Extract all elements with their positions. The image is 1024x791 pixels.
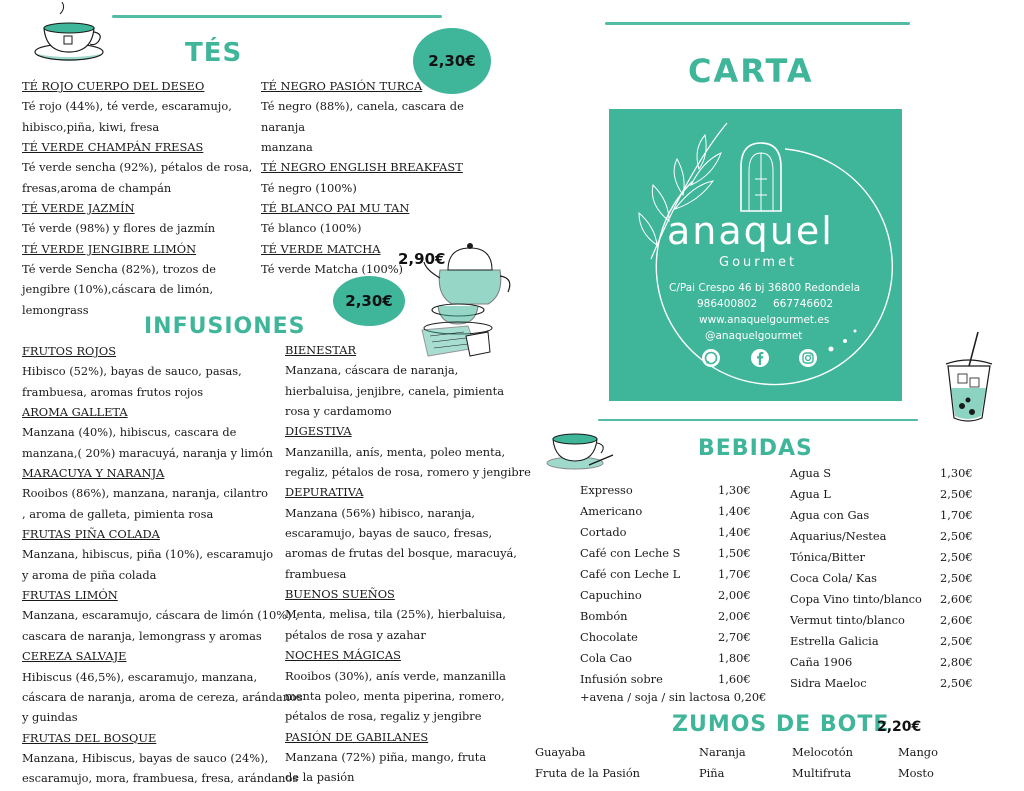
item-title: DIGESTIVA — [285, 424, 352, 439]
item-description: frambuesa, aromas frutos rojos — [22, 384, 204, 399]
item-title: TÉ NEGRO PASIÓN TURCA — [261, 79, 423, 93]
drink-price: 2,50€ — [940, 529, 973, 543]
zumo-flavor: Naranja — [699, 745, 746, 759]
item-title: FRUTAS DEL BOSQUE — [22, 730, 157, 745]
item-description: , aroma de galleta, pimienta rosa — [22, 506, 214, 521]
drink-price: 2,00€ — [718, 609, 751, 623]
drink-row — [580, 522, 751, 543]
iced-drink-icon — [938, 330, 1002, 426]
item-title: MARACUYA Y NARANJA — [22, 466, 165, 481]
item-title: TÉ NEGRO ENGLISH BREAKFAST — [261, 160, 463, 175]
drink-name: Sidra Maeloc — [790, 676, 867, 690]
drink-price: 1,30€ — [940, 466, 973, 480]
drink-name: Cortado — [580, 525, 627, 539]
drink-price: 1,30€ — [718, 483, 751, 497]
item-title: TÉ VERDE JAZMÍN — [22, 201, 135, 216]
item-description: Manzana, Hibiscus, bayas de sauco (24%), — [22, 750, 269, 765]
drink-price: 1,70€ — [940, 508, 973, 522]
drink-row — [580, 627, 751, 648]
item-description: cáscara de naranja, aroma de cereza, arándanos — [22, 689, 303, 704]
item-description: pétalos de rosa, regaliz y jengibre — [285, 709, 482, 724]
item-title: TÉ ROJO CUERPO DEL DESEO — [22, 79, 205, 93]
drink-row — [790, 484, 973, 505]
drink-name: Infusión sobre — [580, 672, 663, 686]
item-description: Manzana (56%) hibisco, naranja, — [285, 505, 476, 520]
item-description: Té verde (98%) y flores de jazmín — [22, 221, 216, 236]
facebook-icon — [750, 348, 770, 368]
zumo-flavor: Melocotón — [792, 745, 853, 759]
drink-name: Chocolate — [580, 630, 638, 644]
item-description: Té blanco (100%) — [261, 221, 362, 236]
bebidas-heading: BEBIDAS — [698, 436, 813, 461]
item-title: PASIÓN DE GABILANES — [285, 729, 429, 744]
item-description: hierbaluisa, jenjibre, canela, pimienta — [285, 383, 504, 398]
drink-row — [580, 501, 751, 522]
item-title: TÉ VERDE MATCHA — [261, 241, 381, 256]
zumo-flavor: Mango — [898, 745, 938, 759]
drink-row — [580, 480, 751, 501]
drink-name: Copa Vino tinto/blanco — [790, 592, 922, 606]
zumo-flavor: Piña — [699, 766, 725, 780]
drink-name: Tónica/Bitter — [790, 550, 865, 564]
drink-price: 2,70€ — [718, 630, 751, 644]
zumos-heading: ZUMOS DE BOTE — [672, 712, 890, 737]
item-description: aromas de frutas del bosque, maracuyá, — [285, 546, 517, 561]
brush-stroke-middle-right — [598, 419, 918, 421]
item-description: Hibisco (52%), bayas de sauco, pasas, — [22, 364, 242, 379]
item-description: Hibiscus (46,5%), escaramujo, manzana, — [22, 669, 258, 684]
website: www.anaquelgourmet.es — [699, 314, 830, 326]
item-title: FRUTAS LIMÓN — [22, 588, 118, 603]
item-title: FRUTAS PIÑA COLADA — [22, 527, 160, 542]
infusiones-column-2 — [285, 340, 531, 788]
item-description: manzana — [261, 140, 313, 155]
item-description: frambuesa — [285, 566, 347, 581]
social-handle: @anaquelgourmet — [705, 330, 803, 342]
drink-price: 2,00€ — [718, 588, 751, 602]
item-description: naranja — [261, 119, 306, 134]
drink-row — [790, 631, 973, 652]
item-title: TÉ BLANCO PAI MU TAN — [261, 201, 410, 216]
item-description: hibisco,piña, kiwi, fresa — [22, 119, 160, 134]
logo-card — [609, 109, 902, 401]
drink-price: 1,50€ — [718, 546, 751, 560]
item-description: de la pasión — [285, 770, 355, 785]
item-title: CEREZA SALVAJE — [22, 649, 127, 664]
drink-row — [790, 526, 973, 547]
item-description: fresas,aroma de champán — [22, 180, 172, 195]
item-description: pétalos de rosa y azahar — [285, 627, 426, 642]
drink-price: 1,60€ — [718, 672, 751, 686]
milk-extra-note: +avena / soja / sin lactosa 0,20€ — [580, 690, 767, 704]
phone-2: 667746602 — [773, 298, 834, 310]
item-title: FRUTOS ROJOS — [22, 344, 117, 358]
drink-price: 2,50€ — [940, 676, 973, 690]
address: C/Pai Crespo 46 bj 36800 Redondela — [669, 282, 861, 294]
item-description: y guindas — [22, 710, 78, 725]
drink-name: Bombón — [580, 609, 628, 623]
drink-name: Coca Cola/ Kas — [790, 571, 877, 585]
drink-row — [790, 673, 973, 694]
drink-name: Aquarius/Nestea — [790, 529, 887, 543]
brand-name: anaquel — [667, 209, 834, 253]
cold-drinks-list — [790, 463, 973, 694]
item-description: Manzana, hibiscus, piña (10%), escaramujo — [22, 547, 274, 562]
drink-name: Cola Cao — [580, 651, 632, 665]
zumo-flavor: Fruta de la Pasión — [535, 766, 641, 780]
tes-teapot-price: 2,90€ — [398, 250, 446, 268]
coffee-cup-icon — [545, 425, 615, 471]
drink-price: 2,80€ — [940, 655, 973, 669]
drink-row — [580, 585, 751, 606]
item-description: Menta, melisa, tila (25%), hierbaluisa, — [285, 607, 506, 622]
item-description: Rooibos (30%), anís verde, manzanilla — [285, 668, 506, 683]
item-description: escaramujo, bayas de sauco, fresas, — [285, 526, 493, 541]
item-description: y aroma de piña colada — [22, 567, 157, 582]
drink-row — [580, 564, 751, 585]
item-title: TÉ VERDE JENGIBRE LIMÓN — [22, 241, 197, 256]
drink-name: Americano — [580, 504, 643, 518]
tes-price-badge: 2,30€ — [413, 28, 491, 94]
item-description: Té verde Sencha (82%), trozos de — [22, 262, 217, 277]
drink-row — [580, 543, 751, 564]
tes-column-1 — [22, 76, 252, 320]
whatsapp-icon — [701, 348, 721, 368]
infusiones-heading: INFUSIONES — [144, 314, 306, 339]
drink-name: Expresso — [580, 483, 633, 497]
item-description: rosa y cardamomo — [285, 404, 392, 419]
item-description: escaramujo, mora, frambuesa, fresa, arándanos — [22, 771, 299, 786]
tes-heading: TÉS — [185, 38, 243, 68]
tes-matcha-price-badge: 2,30€ — [333, 276, 405, 326]
phone-1: 986400802 — [697, 298, 758, 310]
item-description: Manzana, cáscara de naranja, — [285, 363, 459, 378]
item-title: BUENOS SUEÑOS — [285, 587, 395, 602]
drink-row — [790, 463, 973, 484]
item-title: TÉ VERDE CHAMPÁN FRESAS — [22, 140, 204, 155]
drink-name: Capuchino — [580, 588, 642, 602]
item-title: BIENESTAR — [285, 343, 357, 357]
drink-price: 2,60€ — [940, 613, 973, 627]
drink-price: 1,70€ — [718, 567, 751, 581]
item-description: lemongrass — [22, 302, 89, 317]
item-description: Té verde Matcha (100%) — [261, 262, 403, 277]
drink-row — [790, 547, 973, 568]
item-description: manzana,( 20%) maracuyá, naranja y limón — [22, 445, 273, 460]
drink-row — [790, 652, 973, 673]
drink-name: Agua con Gas — [790, 508, 870, 522]
drink-price: 2,50€ — [940, 634, 973, 648]
drink-price: 2,50€ — [940, 550, 973, 564]
drink-name: Agua L — [790, 487, 831, 501]
drink-row — [580, 669, 751, 690]
drink-name: Estrella Galicia — [790, 634, 879, 648]
item-title: DEPURATIVA — [285, 485, 364, 500]
zumo-flavor: Guayaba — [535, 745, 586, 759]
instagram-icon — [798, 348, 818, 368]
drink-row — [790, 505, 973, 526]
brush-stroke-top-left — [112, 15, 442, 18]
drink-price: 1,40€ — [718, 525, 751, 539]
item-description: Rooibos (86%), manzana, naranja, cilantro — [22, 486, 269, 501]
drink-price: 1,80€ — [718, 651, 751, 665]
drink-price: 2,60€ — [940, 592, 973, 606]
drink-price: 1,40€ — [718, 504, 751, 518]
item-description: Manzana (72%) piña, mango, fruta — [285, 749, 487, 764]
drink-row — [580, 648, 751, 669]
drink-price: 2,50€ — [940, 571, 973, 585]
drink-name: Café con Leche L — [580, 567, 681, 581]
infusiones-column-1 — [22, 341, 303, 789]
drink-name: Caña 1906 — [790, 655, 853, 669]
item-description: jengibre (10%),cáscara de limón, — [22, 282, 214, 297]
tea-cup-icon — [30, 2, 108, 68]
drink-row — [580, 606, 751, 627]
carta-heading: CARTA — [688, 52, 814, 90]
drink-row — [790, 610, 973, 631]
item-description: Té verde sencha (92%), pétalos de rosa, — [22, 160, 253, 175]
zumo-flavor: Multifruta — [792, 766, 852, 780]
item-description: Té negro (100%) — [261, 180, 357, 195]
item-description: cascara de naranja, lemongrass y aromas — [22, 628, 262, 643]
item-description: Manzana (40%), hibiscus, cascara de — [22, 425, 237, 440]
item-description: Té rojo (44%), té verde, escaramujo, — [22, 99, 232, 114]
drink-name: Vermut tinto/blanco — [790, 613, 905, 627]
zumos-price: 2,20€ — [877, 719, 922, 735]
item-title: AROMA GALLETA — [22, 405, 128, 420]
item-description: Manzanilla, anís, menta, poleo menta, — [285, 444, 506, 459]
item-title: NOCHES MÁGICAS — [285, 648, 401, 663]
item-description: Té negro (88%), canela, cascara de — [261, 99, 464, 114]
drink-row — [790, 589, 973, 610]
brand-subtitle: Gourmet — [719, 255, 798, 270]
zumo-flavor: Mosto — [898, 766, 934, 780]
drink-row — [790, 568, 973, 589]
item-description: menta poleo, menta piperina, romero, — [285, 688, 505, 703]
brush-stroke-top-right — [605, 22, 910, 25]
item-description: regaliz, pétalos de rosa, romero y jengibre — [285, 465, 531, 480]
drink-name: Agua S — [790, 466, 832, 480]
item-description: Manzana, escaramujo, cáscara de limón (10%) , — [22, 608, 299, 623]
drink-name: Café con Leche S — [580, 546, 681, 560]
hot-drinks-list — [580, 480, 751, 690]
drink-price: 2,50€ — [940, 487, 973, 501]
